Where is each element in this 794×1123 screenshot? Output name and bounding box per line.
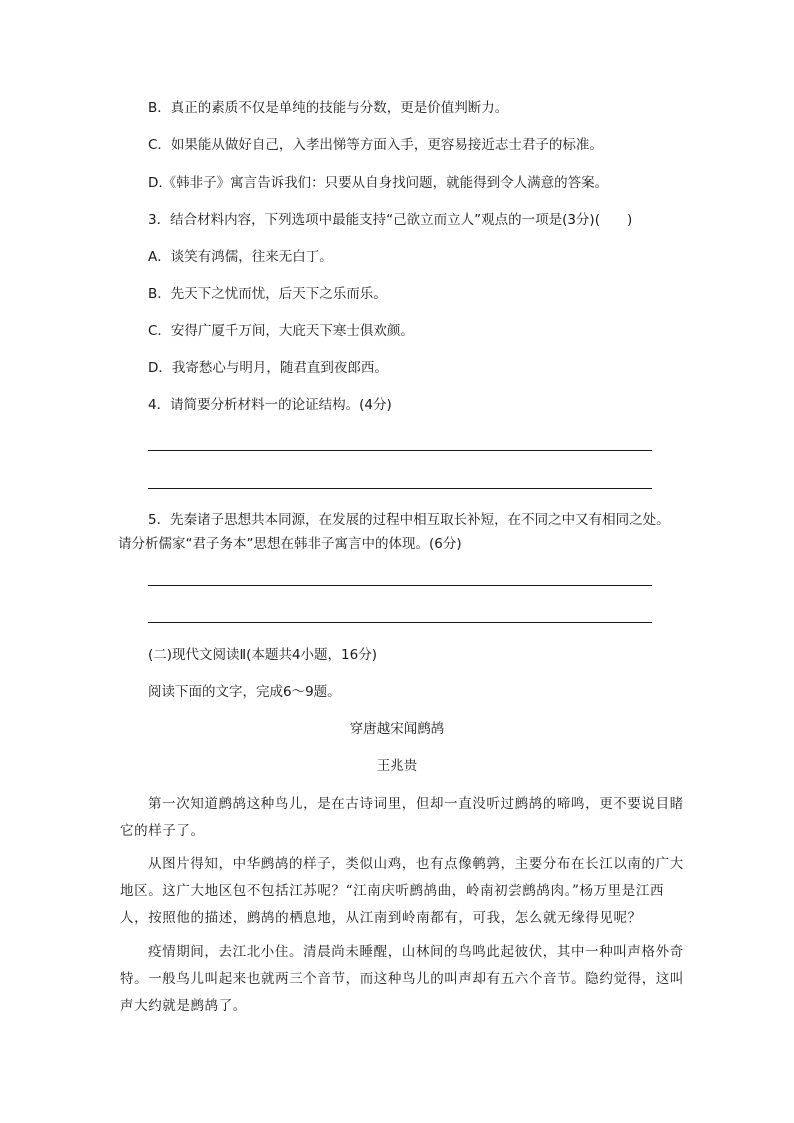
paragraph-2-line-2: 地区。这广大地区包不包括江苏呢？“江南庆听鹧鸪曲，岭南初尝鹧鸪肉。”杨万里是江西: [120, 883, 665, 899]
question-5-stem-line-2: 请分析儒家“君子务本”思想在韩非子寓言中的体现。(6分): [118, 536, 462, 552]
question-3-option-a: A．谈笑有鸿儒，往来无白丁。: [148, 249, 333, 265]
question-3-option-d: D．我寄愁心与明月，随君直到夜郎西。: [148, 360, 388, 376]
paragraph-2-line-1: 从图片得知，中华鹧鸪的样子，类似山鸡，也有点像鹌鹑，主要分布在长江以南的广大: [148, 856, 684, 872]
question-4-answer-line-1: [148, 450, 652, 451]
article-author: 王兆贵: [376, 758, 418, 774]
question-3-option-b: B．先天下之忧而忧，后天下之乐而乐。: [148, 286, 387, 302]
section-instruction: 阅读下面的文字，完成6～9题。: [148, 684, 341, 700]
article-title: 穿唐越宋闻鹧鸪: [349, 721, 445, 737]
question-5-stem-line-1: 5．先秦诸子思想共本同源，在发展的过程中相互取长补短，在不同之中又有相同之处。: [148, 512, 670, 528]
article-paragraph-1: [120, 791, 684, 845]
paragraph-1-line-2: 它的样子了。: [120, 823, 205, 839]
article-paragraph-2: [120, 851, 684, 932]
option-d-prev: D.《韩非子》寓言告诉我们：只要从自身找问题，就能得到令人满意的答案。: [148, 175, 609, 191]
paragraph-3-line-3: 声大约就是鹧鸪了。: [120, 998, 247, 1014]
paragraph-1-line-1: 第一次知道鹧鸪这种鸟儿，是在古诗词里，但却一直没听过鹧鸪的啼鸣，更不要说目睹: [148, 796, 684, 812]
option-b-prev: B．真正的素质不仅是单纯的技能与分数，更是价值判断力。: [148, 100, 509, 116]
question-5-answer-line-2: [148, 622, 652, 623]
question-3-stem: 3．结合材料内容，下列选项中最能支持“己欲立而立人”观点的一项是(3分)( ): [148, 212, 633, 228]
question-4-answer-line-2: [148, 488, 652, 489]
paragraph-2-line-3: 人，按照他的描述，鹧鸪的栖息地，从江南到岭南都有，可我，怎么就无缘得见呢？: [120, 910, 642, 926]
paragraph-3-line-2: 特。一般鸟儿叫起来也就两三个音节，而这种鸟儿的叫声却有五六个音节。隐约觉得，这叫: [120, 971, 684, 987]
section-heading: (二)现代文阅读Ⅱ(本题共4小题，16分): [148, 647, 377, 663]
question-5-answer-line-1: [148, 585, 652, 586]
question-4-stem: 4．请简要分析材料一的论证结构。(4分): [148, 397, 392, 413]
question-3-option-c: C．安得广厦千万间，大庇天下寒士俱欢颜。: [148, 323, 414, 339]
paragraph-3-line-1: 疫情期间，去江北小住。清晨尚未睡醒，山林间的鸟鸣此起彼伏，其中一种叫声格外奇: [148, 944, 684, 960]
option-c-prev: C．如果能从做好自己，入孝出悌等方面入手，更容易接近志士君子的标准。: [148, 137, 603, 153]
article-paragraph-3: [120, 939, 684, 1020]
